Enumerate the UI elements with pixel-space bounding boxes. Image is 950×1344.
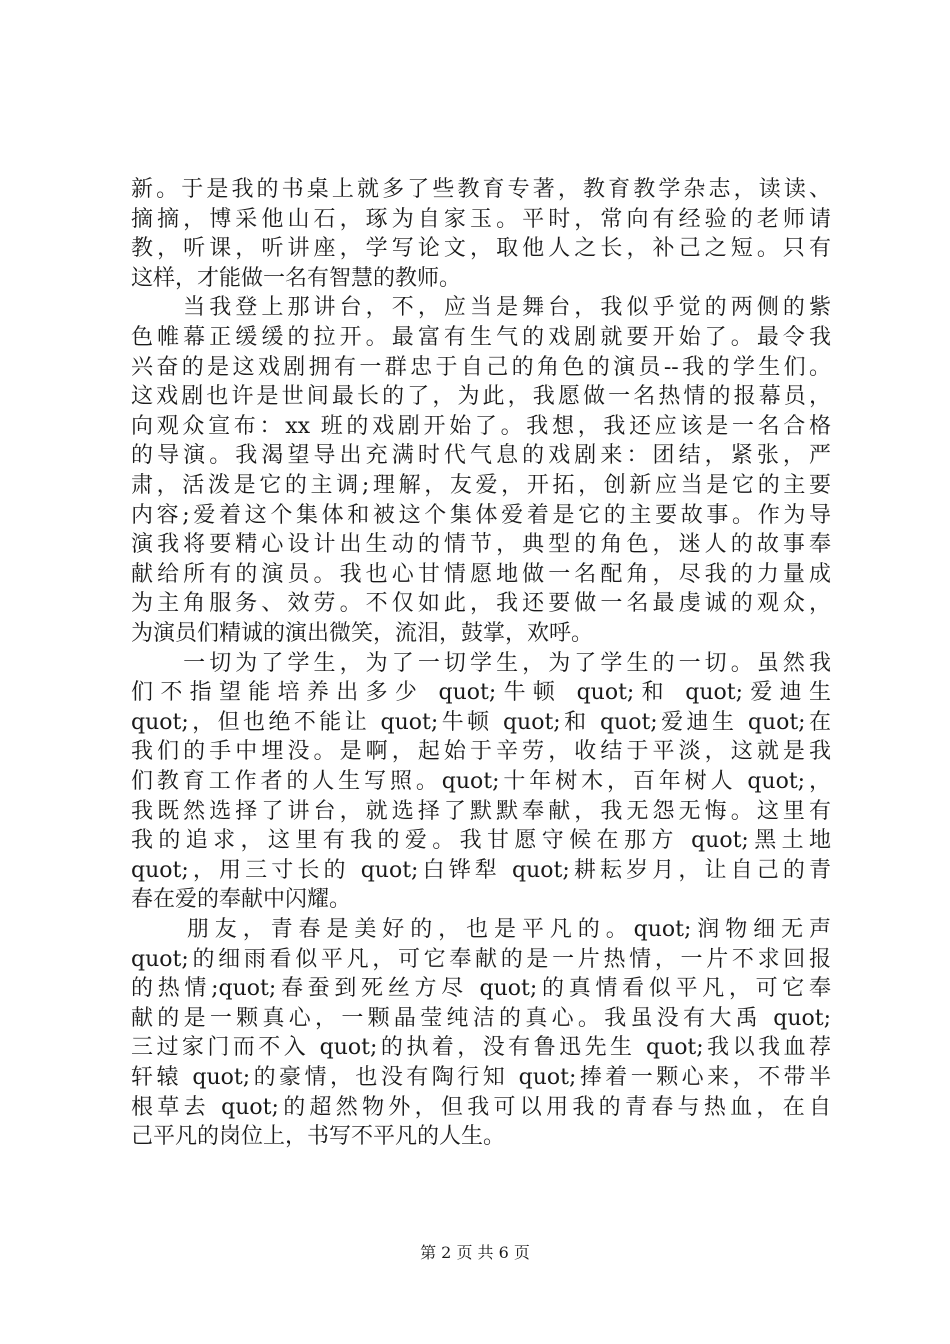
text-line: quot;，用三寸长的 quot;白铧犁 quot;耕耘岁月，让自己的青 [131, 857, 831, 883]
text-line: 的热情;quot;春蚕到死丝方尽 quot;的真情看似平凡，可它奉 [131, 976, 831, 1002]
text-line: 一切为了学生，为了一切学生，为了学生的一切。虽然我 [131, 650, 831, 676]
text-line: 献给所有的演员。我也心甘情愿地做一名配角，尽我的力量成 [131, 561, 831, 587]
text-line: 三过家门而不入 quot;的执着，没有鲁迅先生 quot;我以我血荐 [131, 1035, 831, 1061]
text-line: quot;，但也绝不能让 quot;牛顿 quot;和 quot;爱迪生 quot;在 [131, 709, 831, 735]
text-line: 这样，才能做一名有智慧的教师。 [131, 265, 462, 291]
text-line: 己平凡的岗位上，书写不平凡的人生。 [131, 1124, 506, 1150]
text-line: 根草去 quot;的超然物外，但我可以用我的青春与热血，在自 [131, 1094, 831, 1120]
text-line: quot;的细雨看似平凡，可它奉献的是一片热情，一片不求回报 [131, 946, 831, 972]
text-line: 色帷幕正缓缓的拉开。最富有生气的戏剧就要开始了。最令我 [131, 325, 831, 350]
text-line: 为主角服务、效劳。不仅如此，我还要做一名最虔诚的观众， [131, 591, 831, 617]
text-line: 新。于是我的书桌上就多了些教育专著，教育教学杂志，读读、 [131, 177, 831, 202]
text-line: 向观众宣布：xx 班的戏剧开始了。我想，我还应该是一名合格 [131, 413, 831, 439]
text-line: 的导演。我渴望导出充满时代气息的戏剧来：团结，紧张，严 [131, 443, 831, 469]
text-line: 教，听课，听讲座，学写论文，取他人之长，补己之短。只有 [131, 236, 831, 262]
text-line: 我既然选择了讲台，就选择了默默奉献，我无怨无悔。这里有 [131, 798, 831, 824]
text-line: 献的是一颗真心，一颗晶莹纯洁的真心。我虽没有大禹 quot; [131, 1005, 831, 1031]
text-line: 我的追求，这里有我的爱。我甘愿守候在那方 quot;黑土地 [131, 828, 831, 854]
text-line: 当我登上那讲台，不，应当是舞台，我似乎觉的两侧的紫 [131, 295, 831, 321]
text-line: 我们的手中埋没。是啊，起始于辛劳，收结于平淡，这就是我 [131, 739, 831, 765]
text-line: 内容;爱着这个集体和被这个集体爱着是它的主要故事。作为导 [131, 502, 831, 528]
text-line: 为演员们精诚的演出微笑，流泪，鼓掌，欢呼。 [131, 621, 594, 646]
page-footer: 第 2 页 共 6 页 [420, 1243, 530, 1262]
text-line: 兴奋的是这戏剧拥有一群忠于自己的角色的演员--我的学生们。 [131, 354, 831, 380]
text-line: 肃，活泼是它的主调;理解，友爱，开拓，创新应当是它的主要 [131, 473, 831, 498]
text-line: 春在爱的奉献中闪耀。 [131, 887, 352, 913]
text-line: 摘摘，博采他山石，琢为自家玉。平时，常向有经验的老师请 [131, 206, 831, 232]
text-line: 演我将要精心设计出生动的情节，典型的角色，迷人的故事奉 [131, 532, 831, 558]
text-line: 这戏剧也许是世间最长的了，为此，我愿做一名热情的报幕员， [131, 384, 831, 410]
text-line: 朋友，青春是美好的，也是平凡的。quot;润物细无声 [131, 917, 831, 942]
text-line: 们不指望能培养出多少 quot;牛顿 quot;和 quot;爱迪生 [131, 680, 831, 706]
text-line: 们教育工作者的人生写照。quot;十年树木，百年树人 quot;， [131, 769, 831, 794]
text-line: 轩辕 quot;的豪情，也没有陶行知 quot;捧着一颗心来，不带半 [131, 1065, 831, 1090]
